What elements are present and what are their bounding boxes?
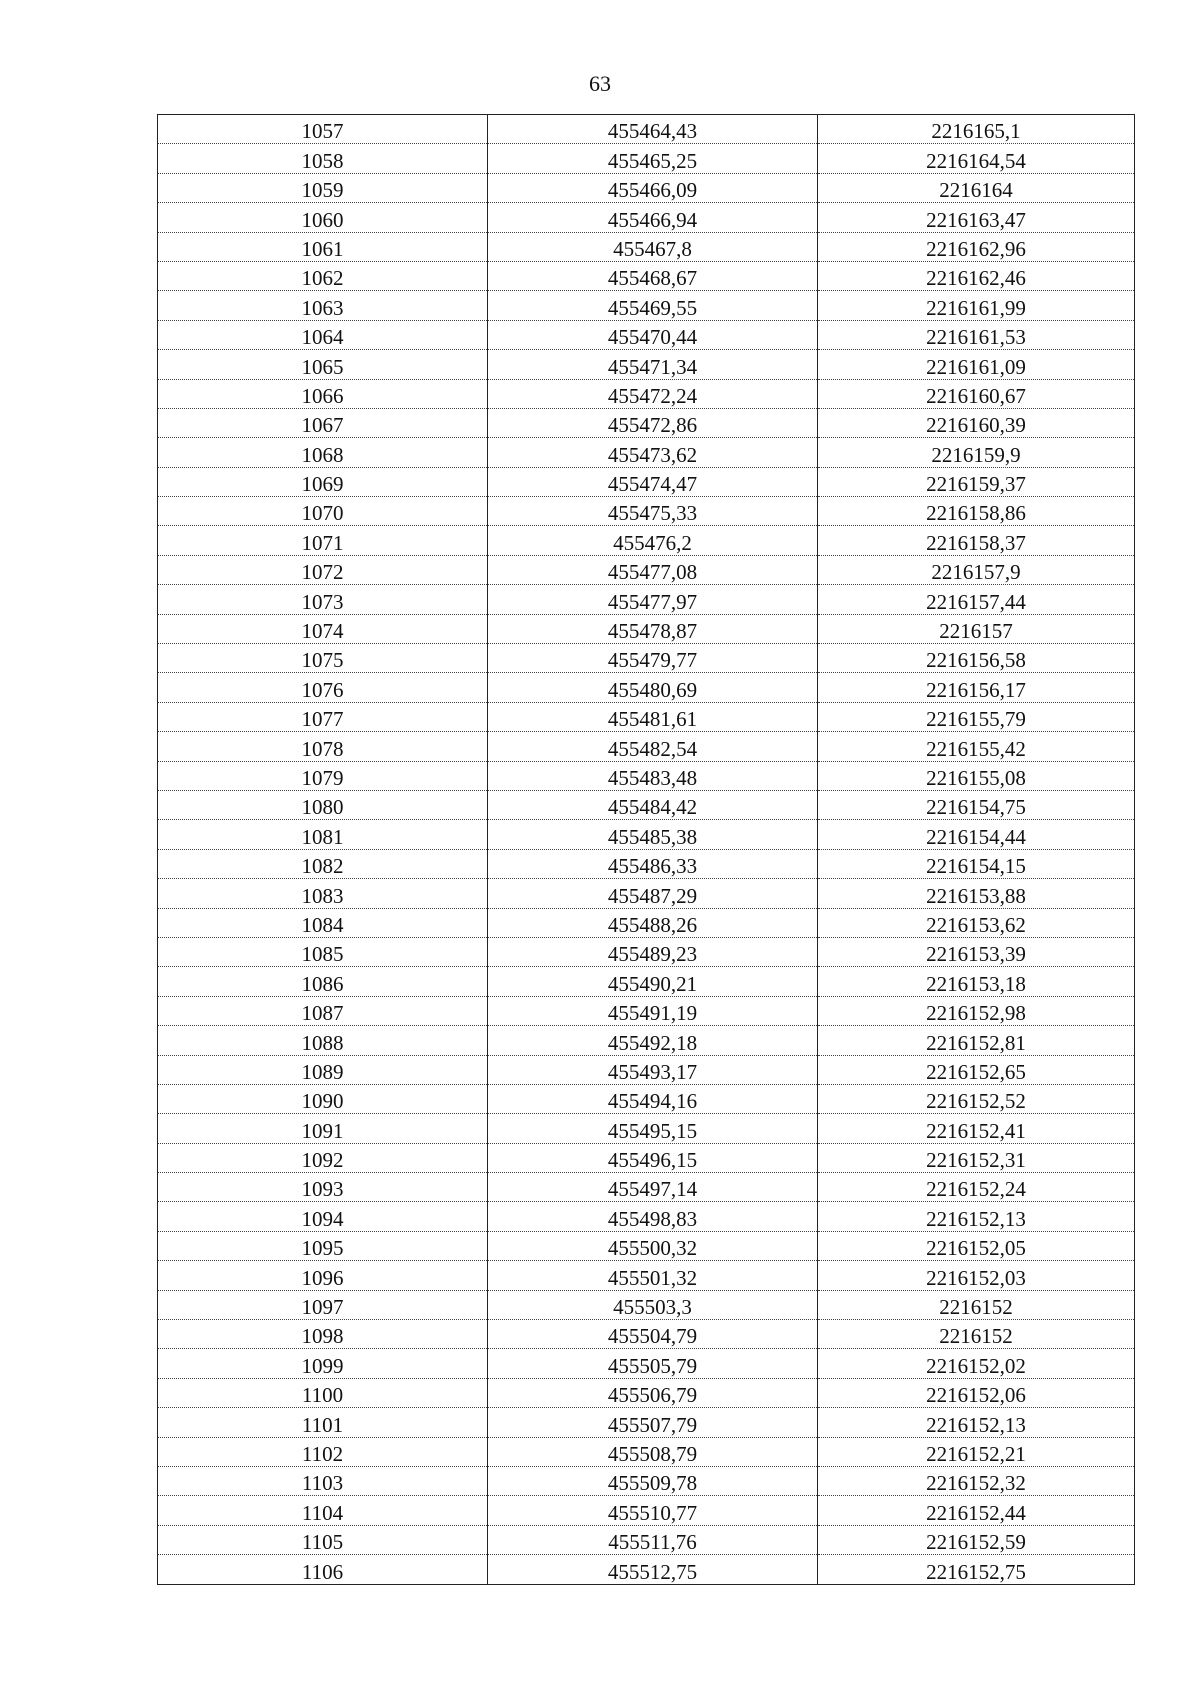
y-coordinate-cell: 2216161,53 bbox=[818, 320, 1135, 349]
x-coordinate-cell: 455486,33 bbox=[488, 849, 818, 878]
table-row bbox=[158, 585, 1135, 614]
y-coordinate-cell: 2216152,44 bbox=[818, 1496, 1135, 1525]
y-coordinate-cell: 2216155,79 bbox=[818, 702, 1135, 731]
y-coordinate-cell: 2216152,59 bbox=[818, 1525, 1135, 1554]
table-row bbox=[158, 761, 1135, 790]
x-coordinate-cell: 455475,33 bbox=[488, 497, 818, 526]
table-row bbox=[158, 879, 1135, 908]
x-coordinate-cell: 455477,08 bbox=[488, 555, 818, 584]
table-row bbox=[158, 467, 1135, 496]
x-coordinate-cell: 455492,18 bbox=[488, 1026, 818, 1055]
table-row bbox=[158, 996, 1135, 1025]
y-coordinate-cell: 2216153,62 bbox=[818, 908, 1135, 937]
point-number-cell: 1059 bbox=[158, 173, 488, 202]
y-coordinate-cell: 2216152 bbox=[818, 1290, 1135, 1319]
x-coordinate-cell: 455503,3 bbox=[488, 1290, 818, 1319]
x-coordinate-cell: 455490,21 bbox=[488, 967, 818, 996]
point-number-cell: 1102 bbox=[158, 1437, 488, 1466]
x-coordinate-cell: 455512,75 bbox=[488, 1555, 818, 1584]
table-row bbox=[158, 937, 1135, 966]
table-row bbox=[158, 1290, 1135, 1319]
point-number-cell: 1071 bbox=[158, 526, 488, 555]
point-number-cell: 1089 bbox=[158, 1055, 488, 1084]
x-coordinate-cell: 455489,23 bbox=[488, 937, 818, 966]
table-row bbox=[158, 1408, 1135, 1437]
table-row bbox=[158, 1055, 1135, 1084]
table-row bbox=[158, 820, 1135, 849]
table-row bbox=[158, 1525, 1135, 1554]
point-number-cell: 1076 bbox=[158, 673, 488, 702]
x-coordinate-cell: 455509,78 bbox=[488, 1466, 818, 1495]
point-number-cell: 1064 bbox=[158, 320, 488, 349]
x-coordinate-cell: 455493,17 bbox=[488, 1055, 818, 1084]
y-coordinate-cell: 2216156,17 bbox=[818, 673, 1135, 702]
point-number-cell: 1095 bbox=[158, 1231, 488, 1260]
y-coordinate-cell: 2216154,75 bbox=[818, 790, 1135, 819]
point-number-cell: 1092 bbox=[158, 1143, 488, 1172]
y-coordinate-cell: 2216152,13 bbox=[818, 1202, 1135, 1231]
x-coordinate-cell: 455507,79 bbox=[488, 1408, 818, 1437]
table-row bbox=[158, 644, 1135, 673]
table-row bbox=[158, 555, 1135, 584]
point-number-cell: 1106 bbox=[158, 1555, 488, 1584]
x-coordinate-cell: 455495,15 bbox=[488, 1114, 818, 1143]
y-coordinate-cell: 2216152,02 bbox=[818, 1349, 1135, 1378]
y-coordinate-cell: 2216158,37 bbox=[818, 526, 1135, 555]
table-row bbox=[158, 497, 1135, 526]
y-coordinate-cell: 2216152,31 bbox=[818, 1143, 1135, 1172]
y-coordinate-cell: 2216162,96 bbox=[818, 232, 1135, 261]
point-number-cell: 1072 bbox=[158, 555, 488, 584]
y-coordinate-cell: 2216162,46 bbox=[818, 261, 1135, 290]
y-coordinate-cell: 2216155,08 bbox=[818, 761, 1135, 790]
table-row bbox=[158, 1114, 1135, 1143]
x-coordinate-cell: 455466,94 bbox=[488, 203, 818, 232]
y-coordinate-cell: 2216155,42 bbox=[818, 732, 1135, 761]
x-coordinate-cell: 455474,47 bbox=[488, 467, 818, 496]
point-number-cell: 1075 bbox=[158, 644, 488, 673]
point-number-cell: 1101 bbox=[158, 1408, 488, 1437]
table-row bbox=[158, 967, 1135, 996]
x-coordinate-cell: 455472,24 bbox=[488, 379, 818, 408]
y-coordinate-cell: 2216152,75 bbox=[818, 1555, 1135, 1584]
point-number-cell: 1104 bbox=[158, 1496, 488, 1525]
y-coordinate-cell: 2216152,06 bbox=[818, 1378, 1135, 1407]
y-coordinate-cell: 2216152,24 bbox=[818, 1173, 1135, 1202]
point-number-cell: 1097 bbox=[158, 1290, 488, 1319]
point-number-cell: 1090 bbox=[158, 1084, 488, 1113]
x-coordinate-cell: 455470,44 bbox=[488, 320, 818, 349]
coordinates-table bbox=[157, 114, 1135, 1585]
point-number-cell: 1065 bbox=[158, 350, 488, 379]
table-row bbox=[158, 908, 1135, 937]
x-coordinate-cell: 455464,43 bbox=[488, 115, 818, 144]
y-coordinate-cell: 2216154,44 bbox=[818, 820, 1135, 849]
y-coordinate-cell: 2216164 bbox=[818, 173, 1135, 202]
table-row bbox=[158, 1555, 1135, 1584]
y-coordinate-cell: 2216165,1 bbox=[818, 115, 1135, 144]
y-coordinate-cell: 2216154,15 bbox=[818, 849, 1135, 878]
y-coordinate-cell: 2216159,37 bbox=[818, 467, 1135, 496]
y-coordinate-cell: 2216152,13 bbox=[818, 1408, 1135, 1437]
point-number-cell: 1080 bbox=[158, 790, 488, 819]
point-number-cell: 1073 bbox=[158, 585, 488, 614]
table-row bbox=[158, 1143, 1135, 1172]
x-coordinate-cell: 455478,87 bbox=[488, 614, 818, 643]
point-number-cell: 1074 bbox=[158, 614, 488, 643]
point-number-cell: 1094 bbox=[158, 1202, 488, 1231]
y-coordinate-cell: 2216163,47 bbox=[818, 203, 1135, 232]
table-row bbox=[158, 790, 1135, 819]
y-coordinate-cell: 2216153,39 bbox=[818, 937, 1135, 966]
y-coordinate-cell: 2216152,98 bbox=[818, 996, 1135, 1025]
x-coordinate-cell: 455466,09 bbox=[488, 173, 818, 202]
x-coordinate-cell: 455467,8 bbox=[488, 232, 818, 261]
table-row bbox=[158, 1202, 1135, 1231]
x-coordinate-cell: 455491,19 bbox=[488, 996, 818, 1025]
point-number-cell: 1063 bbox=[158, 291, 488, 320]
table-row bbox=[158, 291, 1135, 320]
x-coordinate-cell: 455504,79 bbox=[488, 1320, 818, 1349]
point-number-cell: 1085 bbox=[158, 937, 488, 966]
coordinates-table-body bbox=[158, 115, 1135, 1585]
table-row bbox=[158, 1496, 1135, 1525]
y-coordinate-cell: 2216158,86 bbox=[818, 497, 1135, 526]
table-row bbox=[158, 614, 1135, 643]
x-coordinate-cell: 455480,69 bbox=[488, 673, 818, 702]
point-number-cell: 1091 bbox=[158, 1114, 488, 1143]
y-coordinate-cell: 2216160,67 bbox=[818, 379, 1135, 408]
table-row bbox=[158, 1026, 1135, 1055]
table-row bbox=[158, 1173, 1135, 1202]
point-number-cell: 1099 bbox=[158, 1349, 488, 1378]
x-coordinate-cell: 455477,97 bbox=[488, 585, 818, 614]
x-coordinate-cell: 455510,77 bbox=[488, 1496, 818, 1525]
table-row bbox=[158, 144, 1135, 173]
x-coordinate-cell: 455496,15 bbox=[488, 1143, 818, 1172]
table-row bbox=[158, 261, 1135, 290]
table-row bbox=[158, 1378, 1135, 1407]
x-coordinate-cell: 455505,79 bbox=[488, 1349, 818, 1378]
y-coordinate-cell: 2216152,41 bbox=[818, 1114, 1135, 1143]
table-row bbox=[158, 320, 1135, 349]
x-coordinate-cell: 455511,76 bbox=[488, 1525, 818, 1554]
point-number-cell: 1098 bbox=[158, 1320, 488, 1349]
table-row bbox=[158, 438, 1135, 467]
y-coordinate-cell: 2216161,09 bbox=[818, 350, 1135, 379]
point-number-cell: 1100 bbox=[158, 1378, 488, 1407]
x-coordinate-cell: 455508,79 bbox=[488, 1437, 818, 1466]
point-number-cell: 1060 bbox=[158, 203, 488, 232]
table-row bbox=[158, 1231, 1135, 1260]
table-row bbox=[158, 350, 1135, 379]
y-coordinate-cell: 2216152,21 bbox=[818, 1437, 1135, 1466]
y-coordinate-cell: 2216152 bbox=[818, 1320, 1135, 1349]
y-coordinate-cell: 2216161,99 bbox=[818, 291, 1135, 320]
x-coordinate-cell: 455488,26 bbox=[488, 908, 818, 937]
x-coordinate-cell: 455465,25 bbox=[488, 144, 818, 173]
table-row bbox=[158, 1349, 1135, 1378]
table-row bbox=[158, 115, 1135, 144]
y-coordinate-cell: 2216152,65 bbox=[818, 1055, 1135, 1084]
y-coordinate-cell: 2216152,03 bbox=[818, 1261, 1135, 1290]
y-coordinate-cell: 2216157 bbox=[818, 614, 1135, 643]
point-number-cell: 1068 bbox=[158, 438, 488, 467]
y-coordinate-cell: 2216156,58 bbox=[818, 644, 1135, 673]
table-row bbox=[158, 1084, 1135, 1113]
table-row bbox=[158, 173, 1135, 202]
x-coordinate-cell: 455483,48 bbox=[488, 761, 818, 790]
point-number-cell: 1069 bbox=[158, 467, 488, 496]
y-coordinate-cell: 2216153,88 bbox=[818, 879, 1135, 908]
point-number-cell: 1087 bbox=[158, 996, 488, 1025]
point-number-cell: 1083 bbox=[158, 879, 488, 908]
x-coordinate-cell: 455506,79 bbox=[488, 1378, 818, 1407]
x-coordinate-cell: 455473,62 bbox=[488, 438, 818, 467]
x-coordinate-cell: 455501,32 bbox=[488, 1261, 818, 1290]
x-coordinate-cell: 455476,2 bbox=[488, 526, 818, 555]
x-coordinate-cell: 455481,61 bbox=[488, 702, 818, 731]
table-row bbox=[158, 1437, 1135, 1466]
table-row bbox=[158, 408, 1135, 437]
point-number-cell: 1062 bbox=[158, 261, 488, 290]
table-row bbox=[158, 673, 1135, 702]
point-number-cell: 1057 bbox=[158, 115, 488, 144]
x-coordinate-cell: 455479,77 bbox=[488, 644, 818, 673]
x-coordinate-cell: 455498,83 bbox=[488, 1202, 818, 1231]
point-number-cell: 1096 bbox=[158, 1261, 488, 1290]
x-coordinate-cell: 455485,38 bbox=[488, 820, 818, 849]
table-row bbox=[158, 1261, 1135, 1290]
table-row bbox=[158, 232, 1135, 261]
point-number-cell: 1066 bbox=[158, 379, 488, 408]
x-coordinate-cell: 455494,16 bbox=[488, 1084, 818, 1113]
point-number-cell: 1086 bbox=[158, 967, 488, 996]
point-number-cell: 1077 bbox=[158, 702, 488, 731]
point-number-cell: 1058 bbox=[158, 144, 488, 173]
x-coordinate-cell: 455472,86 bbox=[488, 408, 818, 437]
x-coordinate-cell: 455482,54 bbox=[488, 732, 818, 761]
table-row bbox=[158, 203, 1135, 232]
y-coordinate-cell: 2216152,52 bbox=[818, 1084, 1135, 1113]
point-number-cell: 1067 bbox=[158, 408, 488, 437]
x-coordinate-cell: 455487,29 bbox=[488, 879, 818, 908]
x-coordinate-cell: 455469,55 bbox=[488, 291, 818, 320]
point-number-cell: 1079 bbox=[158, 761, 488, 790]
point-number-cell: 1088 bbox=[158, 1026, 488, 1055]
point-number-cell: 1082 bbox=[158, 849, 488, 878]
point-number-cell: 1061 bbox=[158, 232, 488, 261]
x-coordinate-cell: 455484,42 bbox=[488, 790, 818, 819]
point-number-cell: 1084 bbox=[158, 908, 488, 937]
x-coordinate-cell: 455500,32 bbox=[488, 1231, 818, 1260]
table-row bbox=[158, 849, 1135, 878]
page-number: 63 bbox=[589, 71, 611, 96]
point-number-cell: 1070 bbox=[158, 497, 488, 526]
y-coordinate-cell: 2216157,44 bbox=[818, 585, 1135, 614]
y-coordinate-cell: 2216152,32 bbox=[818, 1466, 1135, 1495]
x-coordinate-cell: 455468,67 bbox=[488, 261, 818, 290]
x-coordinate-cell: 455471,34 bbox=[488, 350, 818, 379]
y-coordinate-cell: 2216152,05 bbox=[818, 1231, 1135, 1260]
y-coordinate-cell: 2216157,9 bbox=[818, 555, 1135, 584]
y-coordinate-cell: 2216153,18 bbox=[818, 967, 1135, 996]
table-row bbox=[158, 702, 1135, 731]
y-coordinate-cell: 2216152,81 bbox=[818, 1026, 1135, 1055]
point-number-cell: 1105 bbox=[158, 1525, 488, 1554]
y-coordinate-cell: 2216160,39 bbox=[818, 408, 1135, 437]
table-row bbox=[158, 526, 1135, 555]
point-number-cell: 1103 bbox=[158, 1466, 488, 1495]
point-number-cell: 1078 bbox=[158, 732, 488, 761]
x-coordinate-cell: 455497,14 bbox=[488, 1173, 818, 1202]
y-coordinate-cell: 2216159,9 bbox=[818, 438, 1135, 467]
table-row bbox=[158, 1320, 1135, 1349]
table-row bbox=[158, 1466, 1135, 1495]
point-number-cell: 1081 bbox=[158, 820, 488, 849]
point-number-cell: 1093 bbox=[158, 1173, 488, 1202]
table-row bbox=[158, 379, 1135, 408]
y-coordinate-cell: 2216164,54 bbox=[818, 144, 1135, 173]
table-row bbox=[158, 732, 1135, 761]
